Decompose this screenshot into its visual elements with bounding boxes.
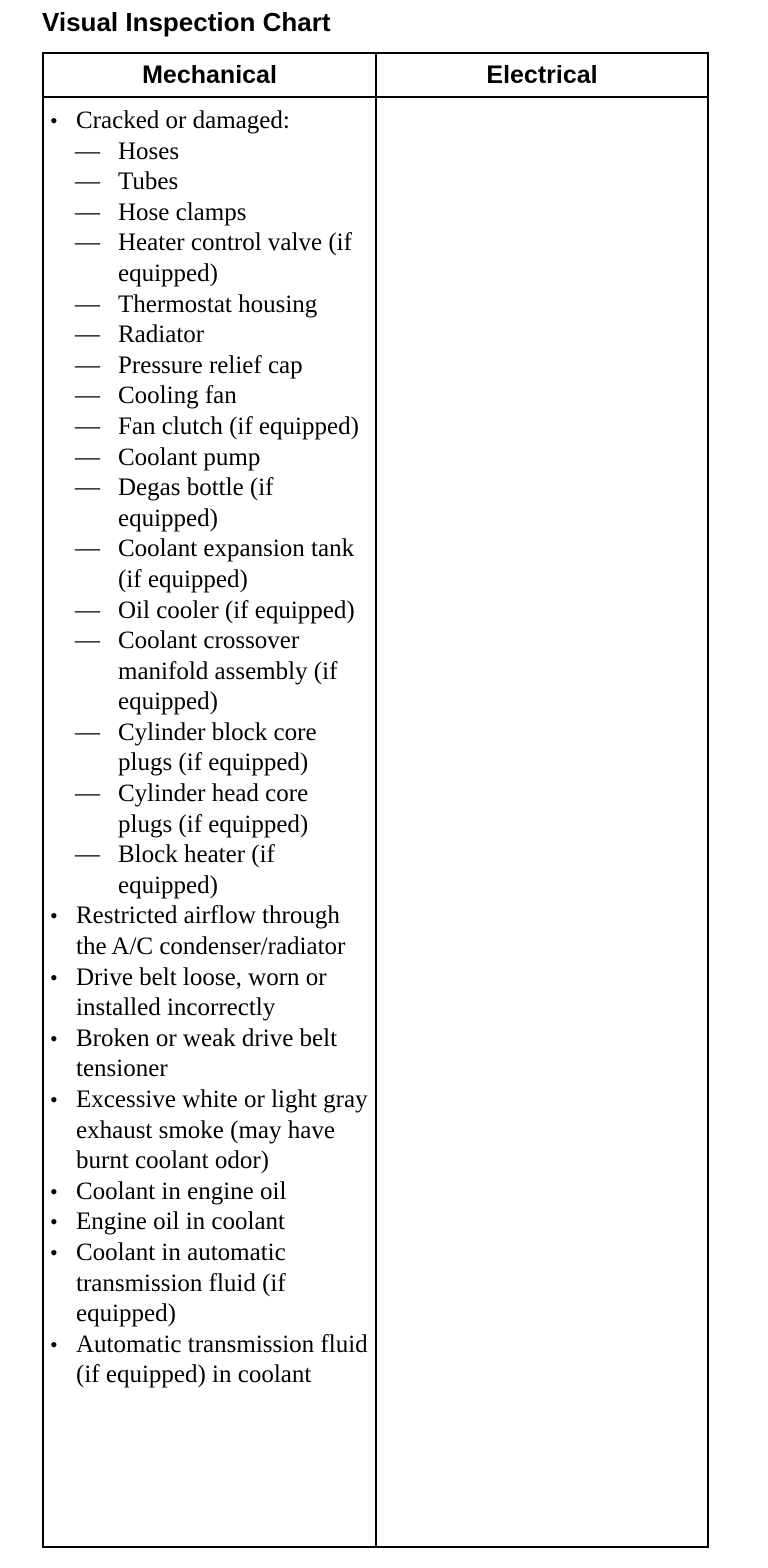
- page-title: Visual Inspection Chart: [42, 7, 331, 37]
- dash-icon: —: [75, 718, 100, 746]
- list-item: [50, 1330, 368, 1391]
- dash-icon: —: [75, 443, 100, 471]
- list-item: [50, 1177, 368, 1208]
- sub-item-text: Radiator: [118, 321, 205, 349]
- sub-item-text: Cooling fan: [118, 382, 237, 410]
- list-item: [50, 1238, 368, 1330]
- column-header-electrical: Electrical: [486, 61, 598, 89]
- list-item: [50, 1207, 368, 1238]
- sub-item-text: Heater control valve (if equipped): [118, 229, 352, 287]
- item-text: Excessive white or light gray exhaust smoke (may have burnt coolant odor): [76, 1086, 368, 1175]
- sub-list-item: [50, 840, 368, 901]
- dash-icon: —: [75, 841, 100, 869]
- dash-icon: —: [75, 229, 100, 257]
- sub-item-text: Tubes: [118, 168, 179, 196]
- dash-icon: —: [75, 412, 100, 440]
- bullet-icon: •: [50, 1087, 58, 1112]
- bullet-icon: •: [50, 1331, 58, 1357]
- list-item: [50, 1085, 368, 1177]
- dash-icon: —: [75, 474, 100, 502]
- sub-list-item: [50, 290, 368, 321]
- dash-icon: —: [75, 168, 100, 196]
- sub-item-text: Fan clutch (if equipped): [118, 412, 359, 440]
- sub-item-text: Degas bottle (if equipped): [118, 474, 274, 532]
- sub-list-item: [50, 626, 368, 718]
- sub-item-text: Hose clamps: [118, 198, 247, 226]
- column-divider: [375, 54, 377, 1546]
- sub-list-item: [50, 137, 368, 168]
- item-text: Coolant in engine oil: [76, 1177, 287, 1205]
- sub-list-item: [50, 320, 368, 351]
- bullet-icon: •: [50, 1178, 58, 1204]
- dash-icon: —: [75, 198, 100, 226]
- sub-item-text: Coolant crossover manifold assembly (if equipped): [118, 627, 338, 716]
- bullet-icon: •: [50, 1209, 58, 1235]
- item-text: Cracked or damaged:: [76, 107, 290, 134]
- dash-icon: —: [75, 535, 100, 563]
- bullet-icon: •: [50, 108, 58, 133]
- dash-icon: —: [75, 596, 100, 624]
- sub-item-text: Oil cooler (if equipped): [118, 596, 355, 624]
- dash-icon: —: [75, 627, 100, 655]
- header-divider: [44, 96, 707, 98]
- dash-icon: —: [75, 382, 100, 410]
- item-text: Broken or weak drive belt tensioner: [76, 1024, 338, 1083]
- item-text: Coolant in automatic transmission fluid (if equipped): [76, 1238, 286, 1328]
- sub-list-item: [50, 473, 368, 534]
- list-item: [50, 106, 368, 137]
- sub-list-item: [50, 534, 368, 595]
- sub-item-text: Cylinder head core plugs (if equipped): [118, 780, 309, 838]
- sub-item-text: Pressure relief cap: [118, 351, 303, 379]
- dash-icon: —: [75, 780, 100, 808]
- list-item: [50, 1024, 368, 1085]
- mechanical-column: [50, 106, 368, 1391]
- bullet-icon: •: [50, 1239, 58, 1265]
- bullet-icon: •: [50, 1025, 58, 1051]
- list-item: [50, 963, 368, 1024]
- bullet-icon: •: [50, 903, 58, 929]
- item-text: Automatic transmission fluid (if equipped) in coolant: [76, 1330, 368, 1389]
- column-header-mechanical: Mechanical: [142, 61, 277, 89]
- sub-list-item: [50, 412, 368, 443]
- sub-list-item: [50, 596, 368, 627]
- sub-list-item: [50, 351, 368, 382]
- sub-item-text: Block heater (if equipped): [118, 841, 275, 899]
- sub-list-item: [50, 167, 368, 198]
- sub-list-item: [50, 718, 368, 779]
- item-text: Restricted airflow through the A/C condenser/radiator: [76, 902, 346, 961]
- sub-item-text: Thermostat housing: [118, 290, 318, 318]
- dash-icon: —: [75, 351, 100, 379]
- inspection-table: [42, 52, 709, 1548]
- sub-item-text: Cylinder block core plugs (if equipped): [118, 718, 317, 777]
- sub-list-item: [50, 228, 368, 289]
- sub-list-item: [50, 443, 368, 474]
- dash-icon: —: [75, 290, 100, 318]
- sub-item-text: Coolant expansion tank (if equipped): [118, 535, 355, 593]
- item-text: Drive belt loose, worn or installed incorrectly: [76, 963, 327, 1022]
- dash-icon: —: [75, 321, 100, 349]
- sub-list-item: [50, 779, 368, 840]
- bullet-icon: •: [50, 964, 58, 990]
- dash-icon: —: [75, 137, 100, 165]
- sub-list-item: [50, 381, 368, 412]
- list-item: [50, 901, 368, 962]
- sub-item-text: Hoses: [118, 137, 180, 165]
- sub-list-item: [50, 198, 368, 229]
- item-text: Engine oil in coolant: [76, 1208, 285, 1236]
- sub-item-text: Coolant pump: [118, 443, 261, 471]
